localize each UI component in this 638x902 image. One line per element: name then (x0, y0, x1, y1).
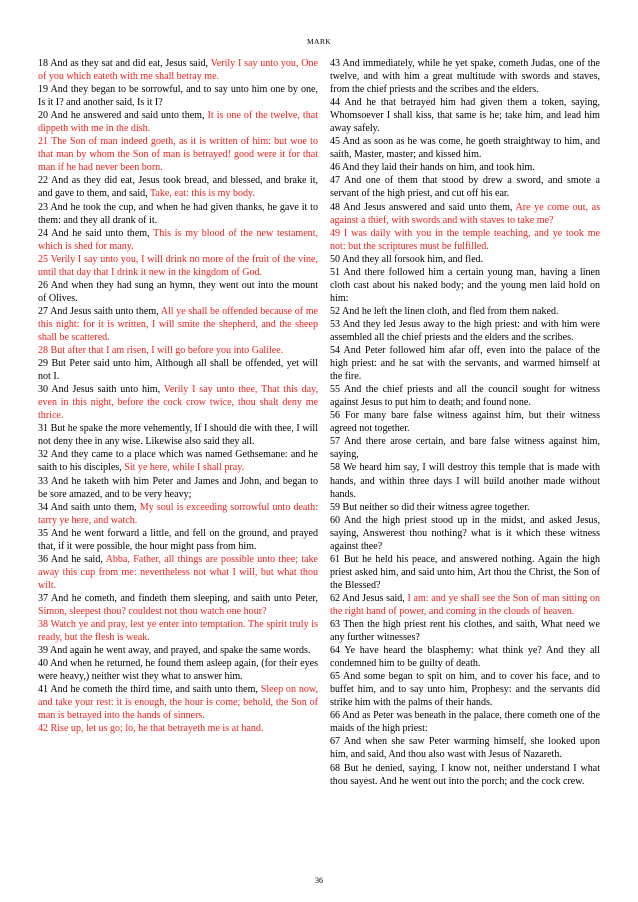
red-letter-text: Take, eat: this is my body. (149, 188, 255, 200)
red-letter-text: All ye shall be offended because of me this night: for it is written, I will smite the shepherd, and the sheep shall be scattered. (38, 305, 318, 343)
verse-paragraph (38, 344, 318, 357)
verse-text: 46 And they laid their hands on him, and took him. (330, 162, 535, 174)
verse-text: 53 And they led Jesus away to the high priest: and with him were assembled all the chief priests and the elders and the scribes. (330, 318, 600, 343)
red-letter-text: Are ye come out, as against a thief, with swords and with staves to take me? (330, 201, 600, 226)
red-letter-text: Verily I say unto you, One of you which eateth with me shall betray me. (38, 58, 318, 83)
verse-paragraph (38, 57, 318, 83)
verse-text: 55 And the chief priests and all the council sought for witness against Jesus to put him to death; and found none. (330, 384, 600, 409)
verse-paragraph (38, 644, 318, 657)
red-letter-text: Sit ye here, while I shall pray. (124, 462, 245, 474)
verse-text: 48 And Jesus answered and said unto them, (330, 201, 516, 213)
verse-text: 68 But he denied, saying, I know not, neither understand I what thou sayest. And he went out into the porch; and the cock crew. (330, 762, 600, 787)
verse-paragraph (330, 618, 600, 644)
verse-paragraph (330, 305, 600, 318)
verse-paragraph (38, 253, 318, 279)
verse-paragraph (38, 227, 318, 253)
verse-paragraph (38, 448, 318, 474)
verse-text: 40 And when he returned, he found them asleep again, (for their eyes were heavy,) neither wist they what to answer him. (38, 658, 318, 683)
verse-text: 27 And Jesus saith unto them, (38, 305, 161, 317)
verse-text: 60 And the high priest stood up in the midst, and asked Jesus, saying, Answerest thou nothing? what is it which these witness against thee? (330, 514, 600, 552)
red-letter-text: 49 I was daily with you in the temple teaching, and ye took me not: but the scriptures must be fulfilled. (330, 227, 600, 252)
verse-text: 62 And Jesus said, (330, 592, 408, 604)
right-column (330, 57, 600, 788)
verse-paragraph (330, 501, 600, 514)
verse-paragraph (330, 227, 600, 253)
verse-text: 63 Then the high priest rent his clothes, and saith, What need we any further witnesses? (330, 619, 600, 644)
verse-text: 67 And when she saw Peter warming himself, she looked upon him, and said, And thou also wast with Jesus of Nazareth. (330, 736, 600, 761)
verse-paragraph (330, 735, 600, 761)
verse-paragraph (38, 109, 318, 135)
verse-text: 20 And he answered and said unto them, (38, 110, 208, 122)
verse-paragraph (330, 135, 600, 161)
verse-paragraph (38, 357, 318, 383)
verse-text: 45 And as soon as he was come, he goeth straightway to him, and saith, Master, master; and kissed him. (330, 136, 600, 161)
verse-text: 57 And there arose certain, and bare false witness against him, saying, (330, 436, 600, 461)
red-letter-text: This is my blood of the new testament, which is shed for many. (38, 227, 319, 252)
verse-paragraph (330, 762, 600, 788)
verse-text: 35 And he went forward a little, and fell on the ground, and prayed that, if it were possible, the hour might pass from him. (38, 527, 318, 552)
verse-paragraph (330, 409, 600, 435)
verse-text: 24 And he said unto them, (38, 227, 154, 239)
verse-paragraph (330, 201, 600, 227)
verse-paragraph (330, 253, 600, 266)
verse-paragraph (330, 461, 600, 500)
red-letter-text: 21 The Son of man indeed goeth, as it is written of him: but woe to that man by whom the Son of man is betrayed! good were it for that man if he had never been born. (38, 136, 318, 174)
running-header-title: MARK (306, 37, 332, 46)
verse-paragraph (38, 383, 318, 422)
verse-paragraph (38, 201, 318, 227)
verse-paragraph (330, 592, 600, 618)
verse-paragraph (330, 266, 600, 305)
verse-text: 51 And there followed him a certain young man, having a linen cloth cast about his naked body; and the young men laid hold on him: (330, 266, 600, 304)
verse-paragraph (38, 475, 318, 501)
verse-paragraph (38, 618, 318, 644)
red-letter-text: 28 But after that I am risen, I will go before you into Galilee. (38, 345, 284, 357)
verse-paragraph (38, 174, 318, 200)
verse-text: 59 But neither so did their witness agree together. (330, 501, 530, 513)
verse-paragraph (330, 318, 600, 344)
verse-paragraph (38, 279, 318, 305)
verse-paragraph (330, 709, 600, 735)
verse-paragraph (330, 553, 600, 592)
red-letter-text: Simon, sleepest thou? couldest not thou watch one hour? (38, 605, 267, 617)
red-letter-text: Abba, Father, all things are possible unto thee; take away this cup from me: nevertheless not what I will, but what thou wilt. (38, 553, 318, 591)
red-letter-text: 25 Verily I say unto you, I will drink no more of the fruit of the vine, until that day that I drink it new in the kingdom of God. (38, 253, 318, 278)
verse-paragraph (38, 657, 318, 683)
red-letter-text: My soul is exceeding sorrowful unto death: tarry ye here, and watch. (38, 501, 318, 526)
verse-text: 52 And he left the linen cloth, and fled from them naked. (330, 305, 559, 317)
verse-text: 61 But he held his peace, and answered nothing. Again the high priest asked him, and said unto him, Art thou the Christ, the Son of the Blessed? (330, 553, 600, 591)
verse-paragraph (330, 57, 600, 96)
verse-text: 37 And he cometh, and findeth them sleeping, and saith unto Peter, (38, 592, 318, 604)
verse-text: 36 And he said, (38, 553, 106, 565)
verse-text: 29 But Peter said unto him, Although all shall be offended, yet will not I. (38, 358, 318, 383)
verse-paragraph (330, 96, 600, 135)
verse-text: 23 And he took the cup, and when he had given thanks, he gave it to them: and they all drank of it. (38, 201, 318, 226)
verse-paragraph (330, 174, 600, 200)
red-letter-text: Verily I say unto thee, That this day, even in this night, before the cock crow twice, thou shalt deny me thrice. (38, 384, 319, 422)
verse-text: 31 But he spake the more vehemently, If I should die with thee, I will not deny thee in any wise. Likewise also said they all. (38, 423, 318, 448)
verse-paragraph (38, 683, 318, 722)
verse-paragraph (38, 135, 318, 174)
verse-text: 47 And one of them that stood by drew a sword, and smote a servant of the high priest, and cut off his ear. (330, 175, 600, 200)
verse-paragraph (38, 722, 318, 735)
verse-paragraph (38, 422, 318, 448)
verse-text: 50 And they all forsook him, and fled. (330, 253, 484, 265)
red-letter-text: 38 Watch ye and pray, lest ye enter into temptation. The spirit truly is ready, but the flesh is weak. (38, 619, 318, 644)
red-letter-text: I am: and ye shall see the Son of man sitting on the right hand of power, and coming in the clouds of heaven. (330, 592, 601, 617)
verse-text: 32 And they came to a place which was named Gethsemane: and he saith to his disciples, (38, 449, 318, 474)
verse-paragraph (330, 435, 600, 461)
verse-paragraph (330, 383, 600, 409)
verse-text: 66 And as Peter was beneath in the palace, there cometh one of the maids of the high priest: (330, 710, 600, 735)
verse-text: 18 And as they sat and did eat, Jesus said, (38, 58, 211, 69)
verse-paragraph (38, 553, 318, 592)
verse-text: 22 And as they did eat, Jesus took bread, and blessed, and brake it, and gave to them, and said, (38, 175, 318, 200)
verse-paragraph (330, 670, 600, 709)
verse-paragraph (38, 527, 318, 553)
verse-paragraph (330, 344, 600, 383)
verse-text: 54 And Peter followed him afar off, even into the palace of the high priest: and he sat with the servants, and warmed himself at the fire. (330, 345, 600, 383)
verse-paragraph (330, 161, 600, 174)
red-letter-text: It is one of the twelve, that dippeth with me in the dish. (38, 110, 318, 135)
verse-text: 19 And they began to be sorrowful, and to say unto him one by one, Is it I? and another said, Is it I? (38, 84, 318, 109)
verse-text: 64 Ye have heard the blasphemy: what think ye? And they all condemned him to be guilty of death. (330, 645, 600, 670)
verse-text: 30 And Jesus saith unto him, (38, 384, 164, 396)
verse-text: 33 And he taketh with him Peter and James and John, and began to be sore amazed, and to be very heavy; (38, 475, 318, 500)
verse-text: 58 We heard him say, I will destroy this temple that is made with hands, and within three days I will build another made without hands. (330, 462, 600, 500)
verse-paragraph (38, 592, 318, 618)
red-letter-text: Sleep on now, and take your rest: it is enough, the hour is come; behold, the Son of man is betrayed into the hands of sinners. (38, 684, 318, 722)
verse-paragraph (38, 501, 318, 527)
left-column (38, 57, 318, 735)
verse-text: 41 And he cometh the third time, and saith unto them, (38, 684, 261, 696)
verse-text: 39 And again he went away, and prayed, and spake the same words. (38, 645, 311, 657)
verse-paragraph (38, 305, 318, 344)
verse-paragraph (330, 644, 600, 670)
verse-paragraph (38, 83, 318, 109)
verse-text: 56 For many bare false witness against him, but their witness agreed not together. (330, 410, 600, 435)
verse-paragraph (330, 514, 600, 553)
red-letter-text: 42 Rise up, let us go; lo, he that betrayeth me is at hand. (38, 723, 264, 735)
verse-text: 43 And immediately, while he yet spake, cometh Judas, one of the twelve, and with him a great multitude with swords and staves, from the chief priests and the scribes and the elders. (330, 58, 600, 96)
verse-text: 65 And some began to spit on him, and to cover his face, and to buffet him, and to say unto him, Prophesy: and the servants did strike him with the palms of their hands. (330, 671, 600, 709)
verse-text: 26 And when they had sung an hymn, they went out into the mount of Olives. (38, 279, 318, 304)
verse-text: 44 And he that betrayed him had given them a token, saying, Whomsoever I shall kiss, that same is he; take him, and lead him away safely. (330, 97, 600, 135)
page-number: 36 (315, 876, 323, 885)
verse-text: 34 And saith unto them, (38, 501, 140, 513)
